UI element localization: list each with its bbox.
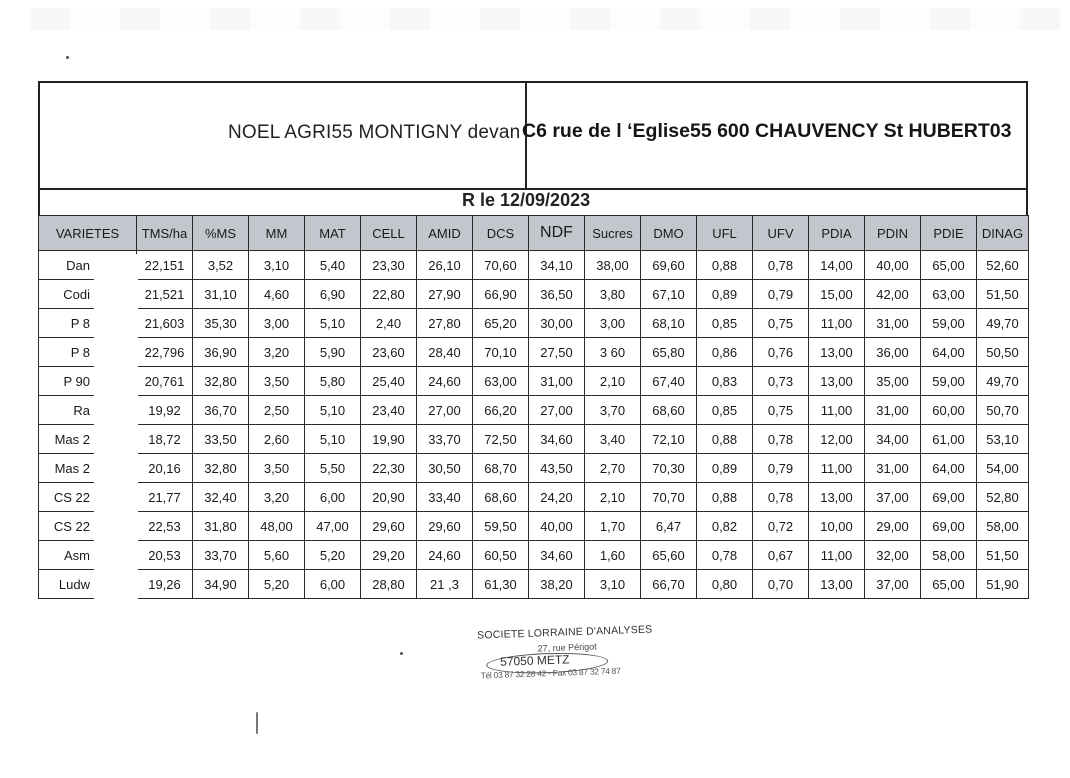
- value-cell: 42,00: [865, 280, 921, 309]
- value-cell: 36,50: [529, 280, 585, 309]
- redaction-whiteout: [94, 254, 138, 653]
- value-cell: 49,70: [977, 367, 1029, 396]
- table-row: [39, 251, 1029, 280]
- table-row: [39, 454, 1029, 483]
- value-cell: 2,60: [249, 425, 305, 454]
- value-cell: 70,10: [473, 338, 529, 367]
- value-cell: 5,60: [249, 541, 305, 570]
- value-cell: 69,00: [921, 512, 977, 541]
- value-cell: 11,00: [809, 454, 865, 483]
- value-cell: 2,40: [361, 309, 417, 338]
- value-cell: 5,90: [305, 338, 361, 367]
- value-cell: 33,40: [417, 483, 473, 512]
- value-cell: 22,53: [137, 512, 193, 541]
- variety-cell: CS 22: [39, 483, 137, 512]
- value-cell: 47,00: [305, 512, 361, 541]
- value-cell: 19,90: [361, 425, 417, 454]
- value-cell: 31,00: [865, 454, 921, 483]
- value-cell: 12,00: [809, 425, 865, 454]
- value-cell: 51,50: [977, 280, 1029, 309]
- column-header: MAT: [305, 216, 361, 251]
- value-cell: 11,00: [809, 396, 865, 425]
- variety-cell: Mas 2: [39, 425, 137, 454]
- value-cell: 72,10: [641, 425, 697, 454]
- scan-mark: [256, 712, 258, 734]
- value-cell: 28,80: [361, 570, 417, 599]
- column-header: PDIE: [921, 216, 977, 251]
- value-cell: 58,00: [977, 512, 1029, 541]
- value-cell: 65,00: [921, 251, 977, 280]
- value-cell: 22,30: [361, 454, 417, 483]
- value-cell: 40,00: [529, 512, 585, 541]
- value-cell: 27,00: [417, 396, 473, 425]
- value-cell: 2,10: [585, 367, 641, 396]
- value-cell: 30,00: [529, 309, 585, 338]
- value-cell: 26,10: [417, 251, 473, 280]
- value-cell: 31,10: [193, 280, 249, 309]
- value-cell: 31,00: [865, 309, 921, 338]
- value-cell: 68,70: [473, 454, 529, 483]
- value-cell: 0,79: [753, 280, 809, 309]
- value-cell: 22,796: [137, 338, 193, 367]
- value-cell: 0,78: [697, 541, 753, 570]
- value-cell: 3,20: [249, 483, 305, 512]
- value-cell: 63,00: [921, 280, 977, 309]
- table-row: [39, 280, 1029, 309]
- variety-cell: P 8: [39, 338, 137, 367]
- variety-cell: Ludw: [39, 570, 137, 599]
- value-cell: 54,00: [977, 454, 1029, 483]
- variety-cell: P 90: [39, 367, 137, 396]
- value-cell: 25,40: [361, 367, 417, 396]
- column-header: PDIA: [809, 216, 865, 251]
- value-cell: 69,60: [641, 251, 697, 280]
- value-cell: 35,30: [193, 309, 249, 338]
- value-cell: 32,80: [193, 454, 249, 483]
- value-cell: 0,75: [753, 396, 809, 425]
- value-cell: 0,86: [697, 338, 753, 367]
- value-cell: 6,00: [305, 570, 361, 599]
- table-row: [39, 541, 1029, 570]
- value-cell: 1,70: [585, 512, 641, 541]
- variety-cell: Ra: [39, 396, 137, 425]
- value-cell: 70,30: [641, 454, 697, 483]
- value-cell: 3,50: [249, 367, 305, 396]
- value-cell: 5,20: [305, 541, 361, 570]
- value-cell: 0,73: [753, 367, 809, 396]
- header-client: NOEL AGRI55 MONTIGNY devan: [228, 122, 521, 143]
- value-cell: 5,10: [305, 425, 361, 454]
- value-cell: 65,60: [641, 541, 697, 570]
- value-cell: 0,72: [753, 512, 809, 541]
- value-cell: 0,75: [753, 309, 809, 338]
- value-cell: 51,90: [977, 570, 1029, 599]
- value-cell: 72,50: [473, 425, 529, 454]
- value-cell: 52,60: [977, 251, 1029, 280]
- value-cell: 3 60: [585, 338, 641, 367]
- value-cell: 34,00: [865, 425, 921, 454]
- value-cell: 13,00: [809, 338, 865, 367]
- value-cell: 33,70: [417, 425, 473, 454]
- value-cell: 5,10: [305, 396, 361, 425]
- value-cell: 67,10: [641, 280, 697, 309]
- value-cell: 65,20: [473, 309, 529, 338]
- value-cell: 3,40: [585, 425, 641, 454]
- value-cell: 23,40: [361, 396, 417, 425]
- column-header: VARIETES: [39, 216, 137, 251]
- value-cell: 60,00: [921, 396, 977, 425]
- value-cell: 0,89: [697, 454, 753, 483]
- value-cell: 5,40: [305, 251, 361, 280]
- stamp-lab-name: SOCIETE LORRAINE D'ANALYSES: [476, 623, 653, 642]
- value-cell: 20,16: [137, 454, 193, 483]
- value-cell: 0,89: [697, 280, 753, 309]
- lab-stamp: [476, 623, 653, 689]
- value-cell: 34,10: [529, 251, 585, 280]
- table-row: [39, 367, 1029, 396]
- value-cell: 70,60: [473, 251, 529, 280]
- value-cell: 65,80: [641, 338, 697, 367]
- column-header: %MS: [193, 216, 249, 251]
- value-cell: 1,60: [585, 541, 641, 570]
- value-cell: 13,00: [809, 570, 865, 599]
- column-header: NDF: [529, 216, 585, 251]
- value-cell: 11,00: [809, 541, 865, 570]
- scan-artifact: [30, 8, 1060, 30]
- value-cell: 0,88: [697, 425, 753, 454]
- value-cell: 49,70: [977, 309, 1029, 338]
- value-cell: 61,30: [473, 570, 529, 599]
- value-cell: 60,50: [473, 541, 529, 570]
- value-cell: 32,80: [193, 367, 249, 396]
- variety-cell: P 8: [39, 309, 137, 338]
- column-header: CELL: [361, 216, 417, 251]
- table-row: [39, 396, 1029, 425]
- value-cell: 0,79: [753, 454, 809, 483]
- value-cell: 23,30: [361, 251, 417, 280]
- value-cell: 0,85: [697, 309, 753, 338]
- value-cell: 67,40: [641, 367, 697, 396]
- value-cell: 68,60: [641, 396, 697, 425]
- value-cell: 3,10: [249, 251, 305, 280]
- value-cell: 19,26: [137, 570, 193, 599]
- value-cell: 6,90: [305, 280, 361, 309]
- stamp-city: 57050 METZ: [499, 652, 570, 669]
- value-cell: 19,92: [137, 396, 193, 425]
- report-date: R le 12/09/2023: [462, 190, 591, 210]
- table-row: [39, 570, 1029, 599]
- value-cell: 63,00: [473, 367, 529, 396]
- value-cell: 33,70: [193, 541, 249, 570]
- value-cell: 66,70: [641, 570, 697, 599]
- value-cell: 3,70: [585, 396, 641, 425]
- value-cell: 10,00: [809, 512, 865, 541]
- value-cell: 40,00: [865, 251, 921, 280]
- value-cell: 22,80: [361, 280, 417, 309]
- value-cell: 31,00: [529, 367, 585, 396]
- variety-cell: Dan: [39, 251, 137, 280]
- value-cell: 53,10: [977, 425, 1029, 454]
- value-cell: 32,40: [193, 483, 249, 512]
- value-cell: 20,761: [137, 367, 193, 396]
- value-cell: 5,80: [305, 367, 361, 396]
- value-cell: 2,50: [249, 396, 305, 425]
- table-row: [39, 425, 1029, 454]
- column-header: UFV: [753, 216, 809, 251]
- value-cell: 36,90: [193, 338, 249, 367]
- value-cell: 0,82: [697, 512, 753, 541]
- table-row: [39, 512, 1029, 541]
- value-cell: 37,00: [865, 570, 921, 599]
- value-cell: 34,60: [529, 541, 585, 570]
- value-cell: 59,50: [473, 512, 529, 541]
- table-row: [39, 309, 1029, 338]
- value-cell: 3,50: [249, 454, 305, 483]
- value-cell: 36,00: [865, 338, 921, 367]
- value-cell: 0,85: [697, 396, 753, 425]
- value-cell: 0,80: [697, 570, 753, 599]
- value-cell: 65,00: [921, 570, 977, 599]
- value-cell: 0,78: [753, 425, 809, 454]
- column-header: UFL: [697, 216, 753, 251]
- table-row: [39, 483, 1029, 512]
- value-cell: 70,70: [641, 483, 697, 512]
- value-cell: 0,76: [753, 338, 809, 367]
- value-cell: 24,60: [417, 541, 473, 570]
- value-cell: 32,00: [865, 541, 921, 570]
- value-cell: 68,10: [641, 309, 697, 338]
- value-cell: 27,50: [529, 338, 585, 367]
- value-cell: 43,50: [529, 454, 585, 483]
- value-cell: 6,47: [641, 512, 697, 541]
- table-body: [39, 251, 1029, 599]
- value-cell: 58,00: [921, 541, 977, 570]
- value-cell: 69,00: [921, 483, 977, 512]
- column-header: DINAG: [977, 216, 1029, 251]
- value-cell: 3,00: [585, 309, 641, 338]
- table-header-row: [39, 216, 1029, 251]
- value-cell: 3,20: [249, 338, 305, 367]
- column-header: PDIN: [865, 216, 921, 251]
- value-cell: 61,00: [921, 425, 977, 454]
- value-cell: 21,77: [137, 483, 193, 512]
- value-cell: 0,88: [697, 251, 753, 280]
- value-cell: 66,90: [473, 280, 529, 309]
- value-cell: 0,78: [753, 483, 809, 512]
- value-cell: 28,40: [417, 338, 473, 367]
- column-header: TMS/ha: [137, 216, 193, 251]
- variety-cell: Codi: [39, 280, 137, 309]
- value-cell: 6,00: [305, 483, 361, 512]
- value-cell: 38,20: [529, 570, 585, 599]
- value-cell: 5,50: [305, 454, 361, 483]
- value-cell: 2,10: [585, 483, 641, 512]
- value-cell: 31,80: [193, 512, 249, 541]
- value-cell: 3,52: [193, 251, 249, 280]
- value-cell: 37,00: [865, 483, 921, 512]
- value-cell: 5,20: [249, 570, 305, 599]
- value-cell: 3,10: [585, 570, 641, 599]
- value-cell: 11,00: [809, 309, 865, 338]
- variety-cell: CS 22: [39, 512, 137, 541]
- value-cell: 50,70: [977, 396, 1029, 425]
- value-cell: 51,50: [977, 541, 1029, 570]
- value-cell: 35,00: [865, 367, 921, 396]
- scan-speck: [66, 56, 69, 59]
- value-cell: 29,60: [361, 512, 417, 541]
- value-cell: 21,603: [137, 309, 193, 338]
- column-header: MM: [249, 216, 305, 251]
- value-cell: 21,521: [137, 280, 193, 309]
- value-cell: 36,70: [193, 396, 249, 425]
- value-cell: 31,00: [865, 396, 921, 425]
- value-cell: 50,50: [977, 338, 1029, 367]
- value-cell: 68,60: [473, 483, 529, 512]
- value-cell: 30,50: [417, 454, 473, 483]
- value-cell: 59,00: [921, 367, 977, 396]
- column-header: DCS: [473, 216, 529, 251]
- value-cell: 29,20: [361, 541, 417, 570]
- value-cell: 3,80: [585, 280, 641, 309]
- column-header: AMID: [417, 216, 473, 251]
- value-cell: 0,88: [697, 483, 753, 512]
- value-cell: 2,70: [585, 454, 641, 483]
- value-cell: 18,72: [137, 425, 193, 454]
- value-cell: 38,00: [585, 251, 641, 280]
- value-cell: 34,60: [529, 425, 585, 454]
- header-address: C6 rue de l ‘Eglise55 600 CHAUVENCY St HUBERT03: [522, 120, 1012, 142]
- value-cell: 4,60: [249, 280, 305, 309]
- value-cell: 13,00: [809, 483, 865, 512]
- stamp-street: 27, rue Périgot: [537, 641, 597, 654]
- value-cell: 27,80: [417, 309, 473, 338]
- value-cell: 0,78: [753, 251, 809, 280]
- value-cell: 13,00: [809, 367, 865, 396]
- value-cell: 29,00: [865, 512, 921, 541]
- analysis-table: [38, 215, 1029, 599]
- value-cell: 27,00: [529, 396, 585, 425]
- value-cell: 66,20: [473, 396, 529, 425]
- value-cell: 20,90: [361, 483, 417, 512]
- value-cell: 64,00: [921, 338, 977, 367]
- variety-cell: Mas 2: [39, 454, 137, 483]
- value-cell: 27,90: [417, 280, 473, 309]
- value-cell: 14,00: [809, 251, 865, 280]
- value-cell: 48,00: [249, 512, 305, 541]
- column-header: DMO: [641, 216, 697, 251]
- value-cell: 0,67: [753, 541, 809, 570]
- value-cell: 5,10: [305, 309, 361, 338]
- stamp-phone: Tél 03 87 32 28 42 - Fax 03 87 32 74 87: [480, 665, 621, 681]
- table-row: [39, 338, 1029, 367]
- value-cell: 29,60: [417, 512, 473, 541]
- value-cell: 20,53: [137, 541, 193, 570]
- value-cell: 22,151: [137, 251, 193, 280]
- value-cell: 23,60: [361, 338, 417, 367]
- value-cell: 21 ,3: [417, 570, 473, 599]
- value-cell: 34,90: [193, 570, 249, 599]
- column-header: Sucres: [585, 216, 641, 251]
- value-cell: 0,70: [753, 570, 809, 599]
- value-cell: 15,00: [809, 280, 865, 309]
- value-cell: 24,20: [529, 483, 585, 512]
- value-cell: 64,00: [921, 454, 977, 483]
- value-cell: 33,50: [193, 425, 249, 454]
- value-cell: 3,00: [249, 309, 305, 338]
- value-cell: 59,00: [921, 309, 977, 338]
- scan-speck: [400, 652, 403, 655]
- value-cell: 24,60: [417, 367, 473, 396]
- value-cell: 0,83: [697, 367, 753, 396]
- variety-cell: Asm: [39, 541, 137, 570]
- value-cell: 52,80: [977, 483, 1029, 512]
